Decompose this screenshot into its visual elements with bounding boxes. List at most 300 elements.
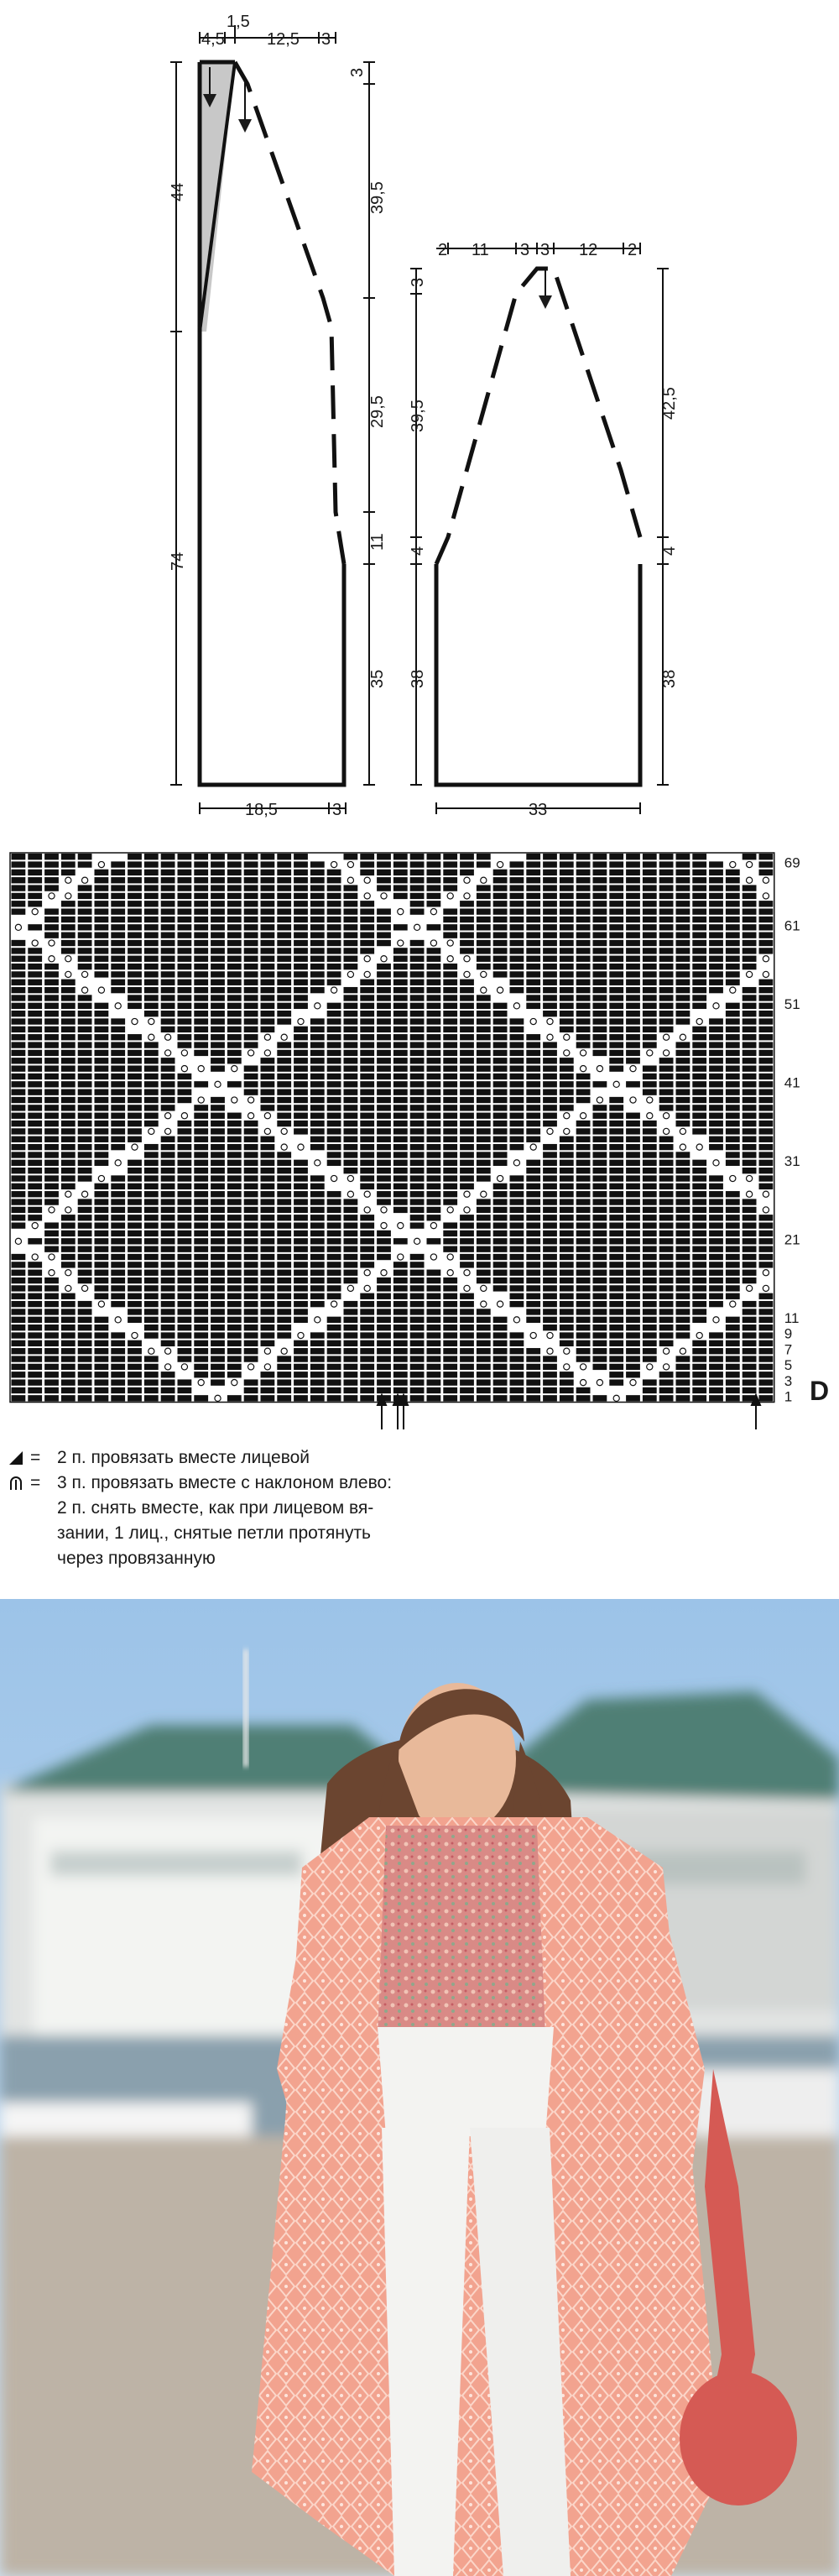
chart-cell [12, 1372, 26, 1377]
chart-cell [294, 1285, 308, 1291]
chart-cell [12, 1199, 26, 1204]
chart-cell [327, 980, 341, 985]
chart-cell [111, 956, 125, 962]
chart-cell [327, 1238, 341, 1244]
chart-cell [626, 971, 640, 977]
chart-cell [377, 1254, 391, 1260]
chart-cell [161, 1215, 175, 1220]
chart-cell [61, 995, 76, 1001]
chart-cell [244, 1325, 258, 1330]
chart-cell [344, 987, 358, 993]
chart-cell [626, 1136, 640, 1142]
chart-row-numbers [784, 855, 800, 1405]
chart-cell [560, 1231, 574, 1236]
chart-cell [510, 1011, 524, 1016]
chart-cell [360, 940, 374, 946]
chart-cell [12, 1136, 26, 1142]
chart-cell [144, 1081, 159, 1087]
chart-cell [111, 1222, 125, 1228]
chart-cell [161, 1285, 175, 1291]
chart-cell [709, 1191, 723, 1197]
chart-cell [643, 885, 657, 891]
chart-cell [759, 924, 774, 930]
chart-cell [161, 1270, 175, 1276]
chart-cell [95, 1285, 109, 1291]
chart-cell [244, 1222, 258, 1228]
chart-cell [393, 854, 408, 860]
chart-cell [178, 964, 192, 969]
chart-cell [493, 1136, 508, 1142]
chart-cell [676, 917, 690, 922]
chart-cell [393, 1081, 408, 1087]
chart-cell [261, 1058, 275, 1063]
chart-cell [277, 908, 291, 914]
chart-cell [443, 1379, 457, 1385]
chart-cell [310, 1340, 325, 1346]
chart-cell [676, 964, 690, 969]
chart-cell [344, 1207, 358, 1213]
chart-cell [626, 1222, 640, 1228]
chart-cell [543, 1144, 557, 1150]
chart-cell [161, 1340, 175, 1346]
chart-cell [676, 1317, 690, 1323]
chart-cell [194, 1121, 208, 1126]
chart-cell [128, 1238, 142, 1244]
chart-cell [510, 1364, 524, 1370]
chart-cell [294, 1379, 308, 1385]
chart-cell [393, 1285, 408, 1291]
chart-cell [244, 1356, 258, 1361]
chart-cell [659, 870, 674, 875]
chart-cell [28, 1332, 42, 1338]
chart-cell [609, 987, 623, 993]
chart-cell [344, 1183, 358, 1189]
chart-cell [211, 1191, 225, 1197]
chart-cell [44, 1231, 59, 1236]
chart-cell [377, 870, 391, 875]
chart-cell [560, 1175, 574, 1181]
chart-cell [294, 1231, 308, 1236]
chart-cell [360, 917, 374, 922]
chart-cell [410, 1027, 425, 1032]
chart-cell [227, 1325, 242, 1330]
chart-cell [676, 1168, 690, 1173]
chart-cell [676, 1364, 690, 1370]
chart-cell [477, 1317, 491, 1323]
chart-cell [676, 1348, 690, 1354]
chart-cell [344, 1081, 358, 1087]
chart-cell [261, 1254, 275, 1260]
row-number-label: 69 [784, 854, 800, 871]
chart-cell [310, 1309, 325, 1314]
chart-cell [377, 1246, 391, 1252]
chart-cell [510, 1325, 524, 1330]
chart-cell [78, 908, 92, 914]
chart-cell [261, 1168, 275, 1173]
chart-cell [410, 1034, 425, 1040]
chart-cell [211, 1222, 225, 1228]
chart-cell [95, 1183, 109, 1189]
chart-cell [493, 1231, 508, 1236]
chart-cell [460, 1097, 474, 1103]
chart-cell [327, 1293, 341, 1299]
chart-cell [659, 1340, 674, 1346]
chart-cell [144, 1332, 159, 1338]
chart-cell [377, 1018, 391, 1024]
chart-cell [443, 1278, 457, 1283]
chart-cell [178, 1152, 192, 1157]
chart-cell [128, 877, 142, 883]
chart-cell [194, 956, 208, 962]
chart-cell [626, 1215, 640, 1220]
chart-cell [393, 971, 408, 977]
chart-cell [44, 1128, 59, 1134]
chart-cell [310, 933, 325, 938]
chart-cell [726, 877, 740, 883]
chart-cell [211, 877, 225, 883]
chart-cell [377, 901, 391, 907]
chart-cell [726, 893, 740, 899]
chart-cell [244, 1379, 258, 1385]
chart-cell [576, 1105, 591, 1110]
chart-cell [144, 1074, 159, 1079]
chart-cell [111, 1215, 125, 1220]
chart-cell [593, 1293, 607, 1299]
chart-cell [393, 1278, 408, 1283]
chart-cell [244, 877, 258, 883]
chart-cell [344, 1089, 358, 1095]
chart-cell [676, 1379, 690, 1385]
chart-cell [427, 870, 441, 875]
chart-cell [178, 854, 192, 860]
chart-cell [659, 940, 674, 946]
chart-cell [111, 1175, 125, 1181]
chart-cell [211, 901, 225, 907]
chart-cell [743, 1262, 757, 1267]
chart-cell [227, 901, 242, 907]
chart-cell [460, 1348, 474, 1354]
chart-cell [244, 1254, 258, 1260]
chart-cell [95, 1050, 109, 1056]
chart-cell [12, 908, 26, 914]
chart-cell [609, 1050, 623, 1056]
chart-cell [477, 1105, 491, 1110]
chart-cell [510, 1058, 524, 1063]
chart-cell [327, 1364, 341, 1370]
chart-cell [659, 1293, 674, 1299]
chart-cell [726, 1160, 740, 1166]
chart-cell [443, 1160, 457, 1166]
chart-cell [227, 1317, 242, 1323]
chart-cell [277, 1042, 291, 1048]
chart-cell [211, 893, 225, 899]
chart-cell [510, 1231, 524, 1236]
chart-cell [95, 893, 109, 899]
chart-cell [643, 1074, 657, 1079]
chart-cell [726, 1018, 740, 1024]
chart-cell [510, 987, 524, 993]
chart-cell [692, 893, 706, 899]
chart-cell [560, 1222, 574, 1228]
svg-text:39,5: 39,5 [409, 400, 427, 432]
chart-cell [12, 1011, 26, 1016]
svg-text:39,5: 39,5 [368, 181, 387, 214]
chart-cell [61, 908, 76, 914]
chart-cell [443, 1325, 457, 1330]
chart-cell [227, 1207, 242, 1213]
chart-cell [593, 1270, 607, 1276]
chart-cell [393, 1372, 408, 1377]
chart-cell [111, 948, 125, 954]
chart-cell [659, 1018, 674, 1024]
chart-cell [161, 1301, 175, 1307]
chart-cell [460, 1246, 474, 1252]
chart-cell [543, 1309, 557, 1314]
chart-cell [12, 948, 26, 954]
chart-cell [609, 1199, 623, 1204]
chart-cell [144, 1246, 159, 1252]
chart-cell [277, 995, 291, 1001]
chart-cell [626, 1207, 640, 1213]
chart-cell [460, 1168, 474, 1173]
chart-cell [477, 995, 491, 1001]
chart-cell [211, 1144, 225, 1150]
chart-cell [360, 1372, 374, 1377]
chart-cell [510, 877, 524, 883]
chart-cell [95, 1262, 109, 1267]
chart-cell [443, 1262, 457, 1267]
chart-cell [609, 1042, 623, 1048]
chart-cell [78, 1238, 92, 1244]
chart-cell [427, 917, 441, 922]
chart-cell [560, 1254, 574, 1260]
chart-cell [726, 1278, 740, 1283]
chart-cell [493, 901, 508, 907]
chart-cell [659, 1238, 674, 1244]
chart-cell [78, 877, 92, 883]
chart-cell [543, 1089, 557, 1095]
chart-cell [244, 1011, 258, 1016]
svg-text:29,5: 29,5 [368, 395, 387, 428]
chart-cell [526, 1301, 540, 1307]
chart-cell [61, 1121, 76, 1126]
chart-cell [261, 1003, 275, 1009]
chart-cell [709, 964, 723, 969]
chart-cell [709, 1128, 723, 1134]
chart-cell [493, 1332, 508, 1338]
chart-cell [477, 1340, 491, 1346]
chart-cell [526, 1003, 540, 1009]
chart-cell [128, 1254, 142, 1260]
chart-cell [626, 1317, 640, 1323]
chart-cell [659, 1332, 674, 1338]
chart-cell [310, 1034, 325, 1040]
chart-cell [526, 995, 540, 1001]
chart-cell [111, 1144, 125, 1150]
chart-cell [410, 1356, 425, 1361]
chart-cell [61, 964, 76, 969]
row-number-label: 11 [784, 1310, 800, 1326]
chart-cell [327, 1309, 341, 1314]
chart-cell [78, 1364, 92, 1370]
chart-cell [178, 948, 192, 954]
chart-cell [427, 956, 441, 962]
chart-cell [194, 948, 208, 954]
chart-cell [28, 1105, 42, 1110]
chart-cell [759, 1387, 774, 1393]
chart-cell [227, 1270, 242, 1276]
chart-cell [743, 1121, 757, 1126]
chart-cell [78, 1097, 92, 1103]
chart-cell [743, 995, 757, 1001]
chart-cell [709, 924, 723, 930]
chart-cell [659, 1246, 674, 1252]
chart-cell [676, 877, 690, 883]
chart-cell [28, 1254, 42, 1260]
chart-cell [95, 940, 109, 946]
chart-cell [211, 995, 225, 1001]
chart-cell [477, 1011, 491, 1016]
chart-cell [643, 1278, 657, 1283]
chart-cell [743, 885, 757, 891]
chart-cell [178, 1207, 192, 1213]
chart-cell [244, 1191, 258, 1197]
chart-cell [194, 1309, 208, 1314]
chart-cell [659, 1183, 674, 1189]
chart-cell [194, 987, 208, 993]
chart-cell [576, 924, 591, 930]
chart-cell [277, 1089, 291, 1095]
chart-cell [493, 1081, 508, 1087]
chart-cell [144, 980, 159, 985]
chart-cell [543, 1097, 557, 1103]
chart-cell [576, 1207, 591, 1213]
chart-cell [310, 870, 325, 875]
chart-cell [526, 1175, 540, 1181]
chart-cell [526, 1340, 540, 1346]
chart-cell [526, 933, 540, 938]
chart-cell [144, 893, 159, 899]
chart-cell [726, 995, 740, 1001]
chart-cell [44, 987, 59, 993]
chart-cell [12, 1285, 26, 1291]
chart-cell [576, 1050, 591, 1056]
chart-cell [609, 1144, 623, 1150]
chart-cell [460, 877, 474, 883]
chart-cell [261, 1175, 275, 1181]
chart-cell [626, 1042, 640, 1048]
chart-cell [443, 1152, 457, 1157]
chart-cell [194, 1128, 208, 1134]
chart-cell [12, 1175, 26, 1181]
chart-cell [377, 1074, 391, 1079]
chart-cell [128, 1278, 142, 1283]
chart-cell [676, 1081, 690, 1087]
chart-cell [95, 870, 109, 875]
svg-text:18,5: 18,5 [245, 801, 278, 819]
chart-cell [410, 971, 425, 977]
chart-cell [759, 1152, 774, 1157]
chart-cell [277, 1317, 291, 1323]
chart-cell [61, 1332, 76, 1338]
chart-cell [194, 971, 208, 977]
chart-cell [178, 1285, 192, 1291]
chart-cell [626, 1199, 640, 1204]
chart-cell [244, 1270, 258, 1276]
chart-cell [460, 854, 474, 860]
chart-cell [659, 1113, 674, 1119]
chart-cell [609, 877, 623, 883]
chart-cell [692, 870, 706, 875]
chart-cell [460, 1387, 474, 1393]
chart-cell [743, 917, 757, 922]
chart-cell [709, 940, 723, 946]
chart-cell [360, 1325, 374, 1330]
chart-cell [410, 1003, 425, 1009]
chart-cell [211, 956, 225, 962]
chart-cell [12, 854, 26, 860]
chart-cell [78, 1285, 92, 1291]
chart-cell [194, 1191, 208, 1197]
chart-cell [460, 1379, 474, 1385]
chart-cell [294, 1105, 308, 1110]
chart-cell [227, 1027, 242, 1032]
chart-cell [493, 1018, 508, 1024]
svg-text:3: 3 [348, 67, 367, 77]
chart-cell [344, 1215, 358, 1220]
chart-cell [460, 1011, 474, 1016]
chart-cell [743, 1042, 757, 1048]
chart-cell [460, 1081, 474, 1087]
chart-cell [676, 1027, 690, 1032]
chart-cell [294, 1081, 308, 1087]
chart-cell [144, 1325, 159, 1330]
chart-cell [12, 1128, 26, 1134]
chart-cell [427, 1050, 441, 1056]
chart-cell [576, 1058, 591, 1063]
chart-cell [211, 1042, 225, 1048]
chart-cell [493, 1364, 508, 1370]
chart-cell [410, 987, 425, 993]
chart-cell [427, 1372, 441, 1377]
chart-cell [443, 956, 457, 962]
chart-cell [560, 964, 574, 969]
chart-cell [560, 1262, 574, 1267]
chart-cell [128, 1246, 142, 1252]
chart-cell [360, 1042, 374, 1048]
chart-cell [759, 1222, 774, 1228]
chart-cell [743, 908, 757, 914]
chart-cell [477, 1074, 491, 1079]
chart-cell [743, 1089, 757, 1095]
chart-cell [443, 1003, 457, 1009]
chart-cell [194, 1027, 208, 1032]
chart-cell [178, 1356, 192, 1361]
chart-cell [111, 1246, 125, 1252]
chart-cell [194, 1372, 208, 1377]
chart-cell [344, 1074, 358, 1079]
chart-cell [360, 1160, 374, 1166]
chart-cell [310, 1191, 325, 1197]
chart-cell [244, 1278, 258, 1283]
chart-cell [28, 1207, 42, 1213]
chart-cell [593, 1262, 607, 1267]
chart-cell [443, 948, 457, 954]
chart-cell [360, 995, 374, 1001]
chart-cell [510, 1042, 524, 1048]
chart-cell [44, 1254, 59, 1260]
chart-cell [726, 933, 740, 938]
